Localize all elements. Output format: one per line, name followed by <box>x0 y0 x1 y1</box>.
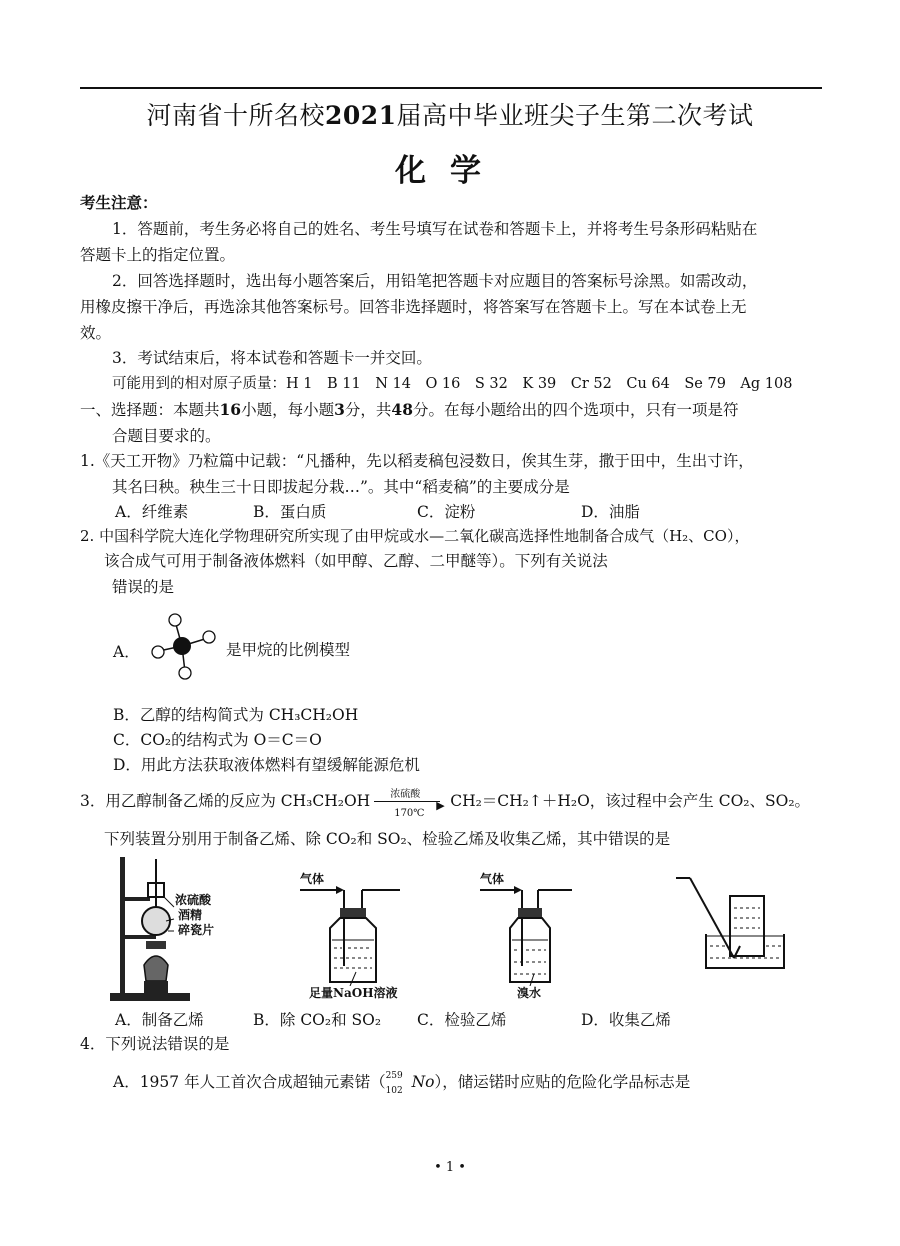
top-rule <box>80 87 822 89</box>
fig3-label: 溴水 <box>517 986 542 1000</box>
atomic-masses: 可能用到的相对原子质量：H 1 B 11 N 14 O 16 S 32 K 39 Cr 52 Cu 64 Se 79 Ag 108 <box>112 376 793 392</box>
q3-option-d: D．收集乙烯 <box>581 1011 671 1029</box>
q2-option-d: D．用此方法获取液体燃料有望缓解能源危机 <box>113 756 420 774</box>
exam-title: 河南省十所名校2021届高中毕业班尖子生第二次考试 <box>146 101 754 130</box>
notice-item-1: 1．答题前，考生务必将自己的姓名、考生号填写在试卷和答题卡上，并将考生号条形码粘贴在 <box>112 220 758 238</box>
fig-gas-collection <box>672 874 792 974</box>
fig1-label-acid: 浓硫酸 <box>175 893 212 907</box>
fig1-label-porcelain: 碎瓷片 <box>178 923 215 937</box>
nuclide-mass-number: 259 <box>385 1071 403 1081</box>
q3-temperature: 170℃ <box>394 808 425 819</box>
fig1-label-alcohol: 酒精 <box>178 908 203 922</box>
q1-option-c: C．淀粉 <box>417 503 476 521</box>
fig-bromine-water-bottle <box>476 886 576 986</box>
notice-item-2-end: 效。 <box>80 324 112 342</box>
fig-naoh-wash-bottle <box>296 886 406 986</box>
q1-option-a: A．纤维素 <box>115 503 189 521</box>
q3-option-b: B．除 CO₂和 SO₂ <box>253 1011 382 1029</box>
page-number: • 1 • <box>434 1160 466 1175</box>
q1-option-d: D．油脂 <box>581 503 640 521</box>
q2-stem: 2. 中国科学院大连化学物理研究所实现了由甲烷或水—二氧化碳高选择性地制备合成气（H₂、CO）， <box>80 527 750 545</box>
notice-item-2-cont: 用橡皮擦干净后，再选涂其他答案标号。回答非选择题时，将答案写在答题卡上。写在本试卷上无 <box>80 298 747 316</box>
q4-stem: 4．下列说法错误的是 <box>80 1035 230 1053</box>
q3-stem-cont: 下列装置分别用于制备乙烯、除 CO₂和 SO₂、检验乙烯及收集乙烯，其中错误的是 <box>104 830 671 848</box>
notice-item-2: 2．回答选择题时，选出每小题答案后，用铅笔把答题卡对应题目的答案标号涂黑。如需改动， <box>112 272 758 290</box>
q3-option-a: A．制备乙烯 <box>115 1011 204 1029</box>
q1-stem-cont: 其名曰秧。秧生三十日即拔起分栽…”。其中“稻麦稿”的主要成分是 <box>112 478 570 496</box>
q2-stem-end: 错误的是 <box>112 578 175 596</box>
q2-option-a-text: 是甲烷的比例模型 <box>226 641 351 659</box>
section-instructions-cont: 合题目要求的。 <box>112 427 221 445</box>
q1-option-b: B．蛋白质 <box>253 503 327 521</box>
fig2-gas-label: 气体 <box>300 872 325 886</box>
q2-option-c: C．CO₂的结构式为 O＝C＝O <box>113 731 322 749</box>
q3-option-c: C．检验乙烯 <box>417 1011 507 1029</box>
q2-option-b: B．乙醇的结构简式为 CH₃CH₂OH <box>113 706 359 724</box>
subject-title: 化学 <box>395 153 505 189</box>
q3-stem: 3．用乙醇制备乙烯的反应为 CH₃CH₂OH 浓硫酸 ▶ 170℃ CH₂＝CH₂↑＋H₂O，该过程中会产生 CO₂、SO₂。 <box>80 791 810 811</box>
q3-catalyst: 浓硫酸 <box>390 789 421 800</box>
notice-heading: 考生注意： <box>80 193 158 212</box>
q4-option-a: A．1957 年人工首次合成超铀元素锘（ 259 102 No），储运锘时应贴的危险化学品标志是 <box>113 1072 690 1092</box>
section-instructions: 一、选择题：本题共16小题，每小题3分，共48分。在每小题给出的四个选项中，只有一项是符 <box>80 400 739 419</box>
q2-option-a-label: A． <box>113 643 140 661</box>
q2-stem-cont: 该合成气可用于制备液体燃料（如甲醇、乙醇、二甲醚等）。下列有关说法 <box>104 552 608 570</box>
notice-item-1-cont: 答题卡上的指定位置。 <box>80 246 236 264</box>
q1-stem: 1.《天工开物》乃粒篇中记载：“凡播种，先以稻麦稿包浸数日，俟其生芽，撒于田中，生出寸许， <box>80 452 754 470</box>
notice-item-3: 3．考试结束后，将本试卷和答题卡一并交回。 <box>112 349 432 367</box>
fig2-label: 足量NaOH溶液 <box>309 986 398 1000</box>
nuclide-atomic-number: 102 <box>385 1086 403 1096</box>
fig3-gas-label: 气体 <box>480 872 505 886</box>
methane-model-icon <box>145 610 225 682</box>
element-symbol: No <box>411 1073 435 1091</box>
